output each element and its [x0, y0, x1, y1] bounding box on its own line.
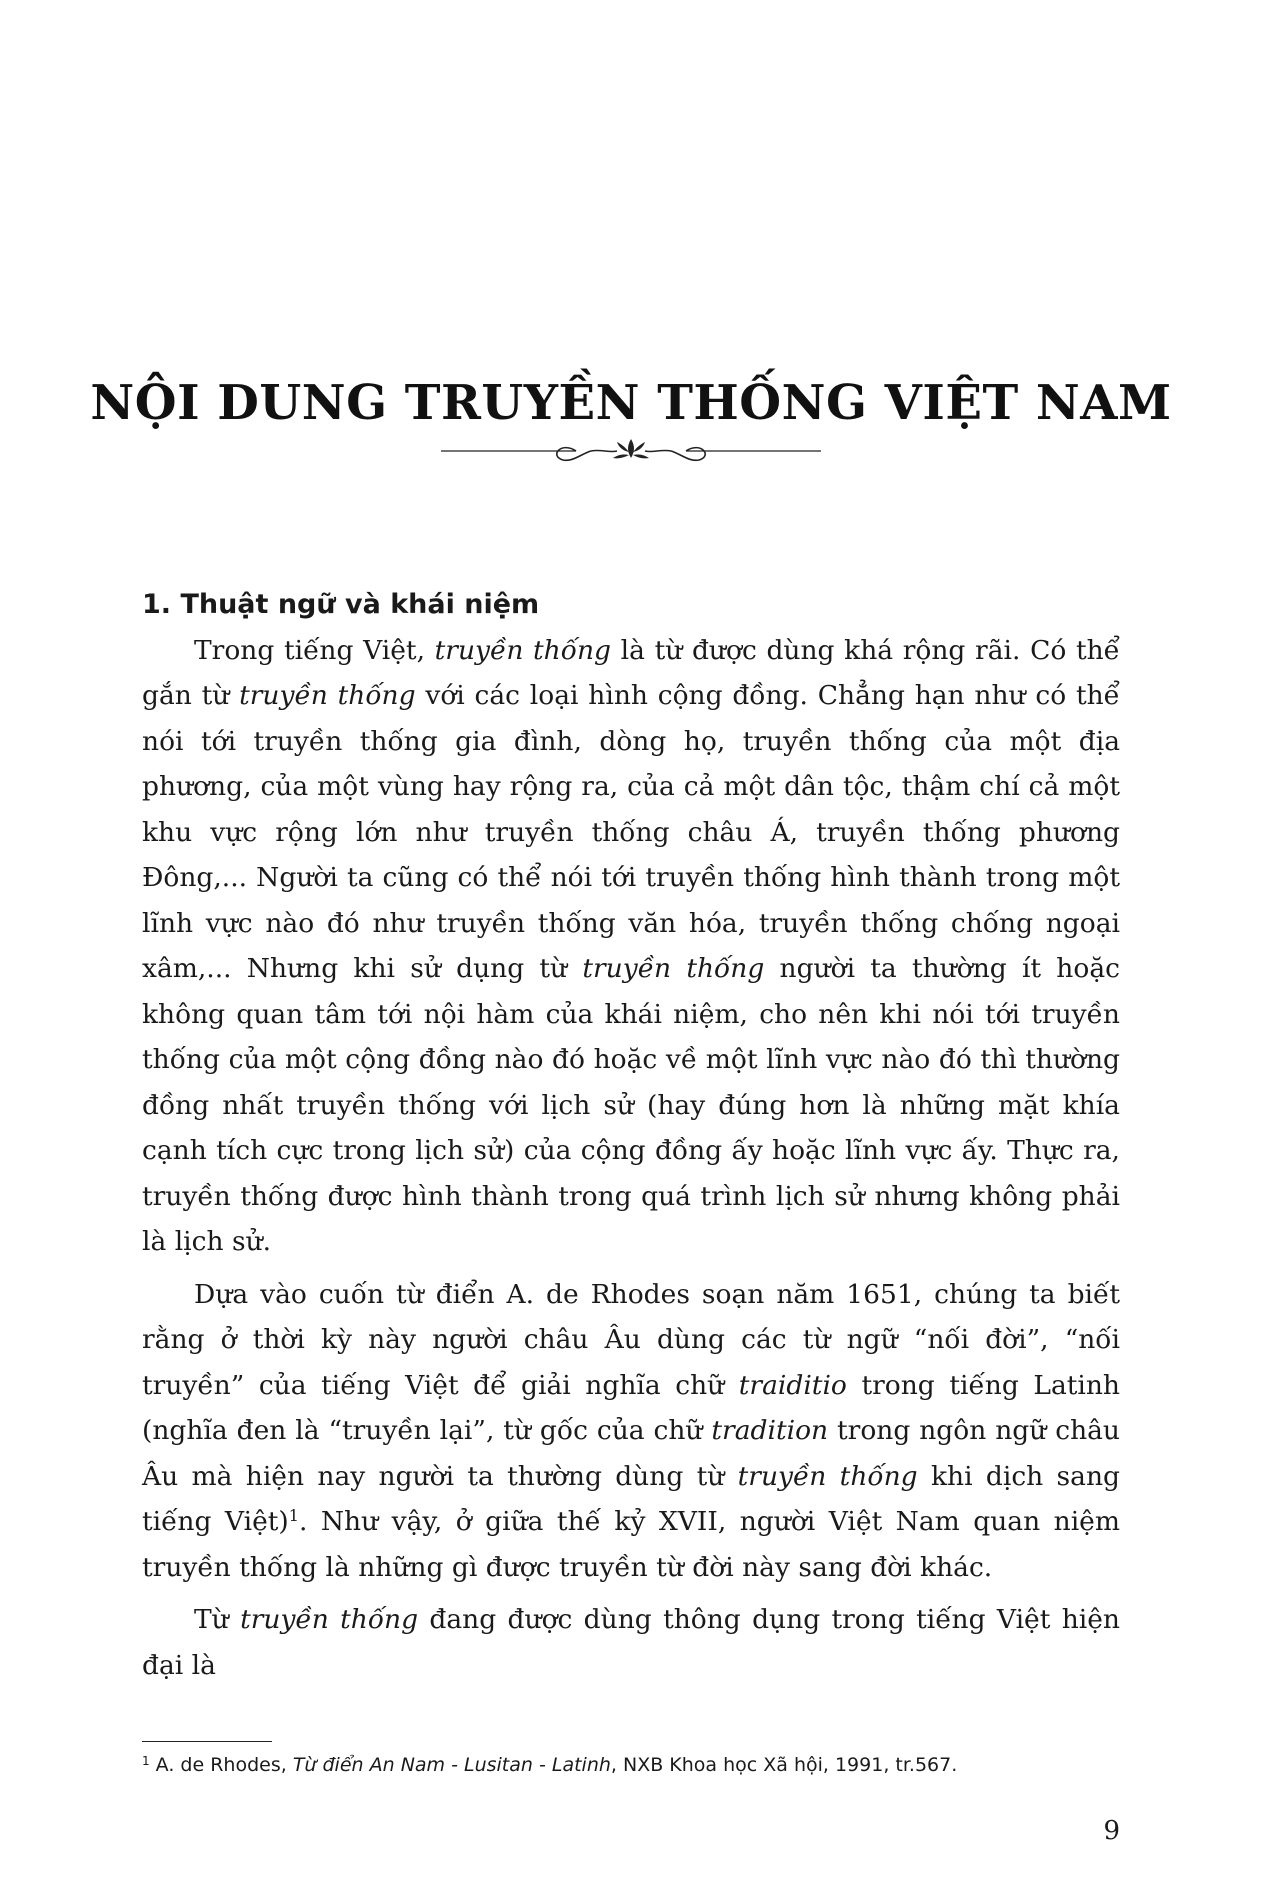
- text-run: trong tiếng Latinh (nghĩa đen là “truyền lại”, từ gốc của chữ: [142, 1369, 1121, 1446]
- footnote-reference[interactable]: 1: [288, 1506, 299, 1525]
- text-run: khi dịch sang tiếng Việt): [142, 1460, 1120, 1537]
- text-run: Dựa vào cuốn từ điển A. de Rhodes soạn năm 1651, chúng ta biết rằng ở thời kỳ này người châu Âu dùng các từ ngữ “nối đời”, “nối truyền” của tiếng Việt để giải nghĩa chữ: [142, 1278, 1120, 1401]
- text-run: là từ được dùng khá rộng rãi. Có thể gắn từ: [142, 634, 1120, 711]
- footnote: [142, 1751, 1120, 1779]
- italic-term: tradition: [711, 1415, 829, 1446]
- page-title: NỘI DUNG TRUYỀN THỐNG VIỆT NAM: [90, 375, 1172, 431]
- italic-term: truyền thống: [239, 680, 416, 711]
- text-run: với các loại hình cộng đồng. Chẳng hạn như có thể nói tới truyền thống gia đình, dòng họ, truyền thống của một địa phương, của một vùng hay rộng ra, của cả một dân tộc, thậm chí cả một khu vực rộng lớn như truyền thống châu Á, truyền thống phương Đông,... Người ta cũng có thể nói tới truyền thống hình thành trong một lĩnh vực nào đó như truyền thống văn hóa, truyền thống chống ngoại xâm,... Nhưng khi sử dụng từ: [142, 680, 1120, 984]
- footnote-divider: [142, 1741, 272, 1742]
- text-run: Từ: [194, 1604, 241, 1635]
- footnote-marker: 1: [142, 1754, 150, 1768]
- italic-term: truyền thống: [240, 1604, 419, 1635]
- paragraph-3: [142, 1597, 1120, 1688]
- italic-term: traiditio: [738, 1369, 847, 1401]
- footnote-book-title: Từ điển An Nam - Lusitan - Latinh: [292, 1754, 611, 1776]
- text-run: . Như vậy, ở giữa thế kỷ XVII, người Việt Nam quan niệm truyền thống là những gì được truyền từ đời này sang đời khác.: [142, 1506, 1120, 1583]
- italic-term: truyền thống: [434, 634, 611, 666]
- footnote-text: A. de Rhodes,: [149, 1754, 293, 1776]
- body-text: [142, 582, 1120, 1695]
- footnote-text: , NXB Khoa học Xã hội, 1991, tr.567.: [610, 1754, 958, 1776]
- text-run: Trong tiếng Việt,: [194, 634, 435, 666]
- section-heading: 1. Thuật ngữ và khái niệm: [142, 589, 540, 620]
- text-run: người ta thường ít hoặc không quan tâm tới nội hàm của khái niệm, cho nên khi nói tới truyền thống của một cộng đồng nào đó hoặc về một lĩnh vực nào đó thì thường đồng nhất truyền thống với lịch sử (hay đúng hơn là những mặt khía cạnh tích cực trong lịch sử) của cộng đồng ấy hoặc lĩnh vực ấy. Thực ra, truyền thống được hình thành trong quá trình lịch sử nhưng không phải là lịch sử.: [142, 953, 1120, 1257]
- text-run: trong ngôn ngữ châu Âu mà hiện nay người ta thường dùng từ: [142, 1415, 1120, 1492]
- italic-term: truyền thống: [737, 1460, 918, 1492]
- paragraph-2: [142, 1272, 1120, 1591]
- italic-term: truyền thống: [582, 953, 765, 984]
- page-number: 9: [1103, 1816, 1120, 1846]
- paragraph-1: [142, 628, 1120, 1265]
- text-run: đang được dùng thông dụng trong tiếng Việt hiện đại là: [142, 1604, 1120, 1681]
- ornament-divider-icon: [441, 436, 821, 466]
